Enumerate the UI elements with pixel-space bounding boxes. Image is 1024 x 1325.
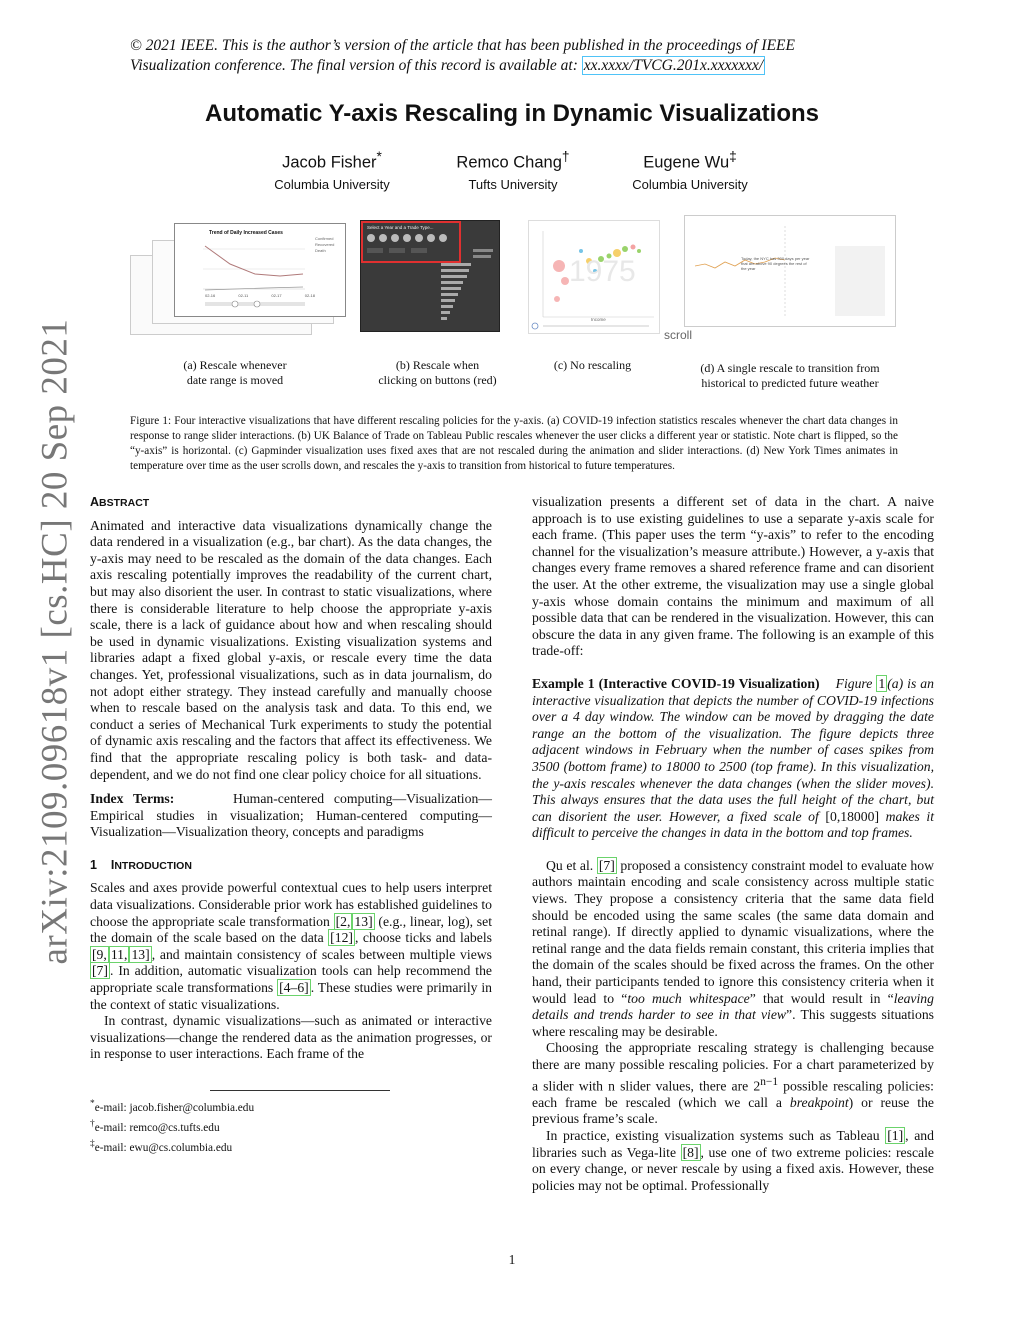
footnote: ‡e-mail: ewu@cs.columbia.edu [90, 1138, 233, 1154]
panel-a-frame-front [174, 223, 346, 317]
panel-a-x-ticks: 02-16 02-11 02-17 02-18 [205, 293, 315, 298]
footnote: †e-mail: remco@cs.tufts.edu [90, 1118, 220, 1134]
right-paragraph-2: Qu et al. [7] proposed a consistency constraint model to evaluate how authors maintain encoding and scale consistency across multiple static views. They propose a consistency criteria that the same data field should be encoded using the same scales (the same data domain and retinal range). If directly applied to dynamic visualizations, where the retinal range and the data fields remain constant, this criteria implies that the domain of the scales should be fixed across the frames. On the other hand, their participants tended to ignore this consistency criteria when it would lead to “too much whitespace” that would result in “leaving details and trends harder to see in that view”. This suggests situations where rescaling may be desirable. [532, 857, 934, 1039]
page-number: 1 [508, 1252, 516, 1267]
author-affiliation: Columbia University [274, 176, 390, 192]
panel-d [684, 215, 896, 327]
right-paragraph-4: In practice, existing visualization systems such as Tableau [1] , and libraries such as Vega-lite [8] , use one of two extreme policies: rescale on every change, or never rescale by using a fixed axis. However, these policies may not be optimal. Professionally [532, 1127, 934, 1193]
panel-c-xlabel: Income [591, 317, 606, 322]
notice-line-1: © 2021 IEEE. This is the author’s version of the article that has been published in the proceedings of IEEE [130, 37, 795, 54]
citation[interactable]: 13] [354, 913, 373, 929]
citation[interactable]: [1] [887, 1127, 904, 1143]
panel-a-legend: Confirmed Recovered Death [315, 236, 335, 253]
panel-b-header: Select a Year and a Trade Type... [367, 225, 434, 230]
scroll-label: scroll [664, 328, 693, 342]
panel-c [528, 220, 660, 334]
author-name: Eugene Wu [643, 153, 730, 172]
left-column [90, 494, 492, 1063]
subcaption-b: (b) Rescale when clicking on buttons (red) [378, 358, 497, 387]
panel-a-chart [175, 224, 345, 316]
intro-heading: 1 INTRODUCTION [90, 857, 192, 872]
footnotes [90, 1096, 492, 1155]
subcaption-c: (c) No rescaling [553, 358, 632, 372]
panel-c-year: 1975 [569, 255, 636, 288]
citation[interactable]: [12] [330, 930, 353, 946]
citation[interactable]: 11, [110, 946, 128, 962]
right-paragraph-1: visualization presents a different set of data in the chart. A naive approach is to use existing guidelines to use a separate y-axis scale for each frame. (This paper uses the term “y-axis” to refer to the encoding channel for the visualization’s measure attribute.) However, a y-axis that changes every frame removes a shared reference frame and can disorient the user. At the other extreme, the visualization may use a single global y-axis whose domain contains the minimum and maximum of all possible data that can be rendered in the visualization. However, this can obscure the data in any given frame. The following is an example of this trade-off: [532, 494, 934, 659]
citation[interactable]: [7] [598, 857, 615, 873]
abstract-text: Animated and interactive data visualizations dynamically change the data rendered in a visualization (e.g., bar chart). As the data changes, the y-axis may need to be rescaled as the domain of the data changes. Each axis rescaling potentially improves the readability of the current chart, but may also disorient the user. In contrast to static visualizations, where there is considerable literature to help choose the appropriate y-axis scale, there is a lack of guidance about how and when rescaling should be used in dynamic visualizations. Existing visualization systems and libraries adapt a fixed global y-axis, or rescale every time the data changes. Yet, professional visualizations, such as in data journalism, do not adopt either strategy. They instead carefully and manually choose when to rescale based on the analysis task and data. To this end, we conduct a series of Mechanical Turk experiments to study the potential of dynamic axis rescaling and the factors that affect its effectiveness. We find that the appropriate rescaling policy is both task- and data-dependent, and we do not find one clear policy choice for all situations. [90, 517, 492, 782]
paper-title: Automatic Y-axis Rescaling in Dynamic Visualizations [205, 100, 819, 127]
right-paragraph-3: Choosing the appropriate rescaling strategy is challenging because there are many possible rescaling policies. For a chart parameterized by a slider with n slider values, there are $2^{n-1}$ possible rescaling policies: each frame be rescaled (which we call a breakpoint) or reuse the previous frame’s scale. [532, 1040, 934, 1127]
figure-caption: Figure 1: Four interactive visualizations that have different rescaling policies for the y-axis. (a) COVID-19 infection statistics rescales whenever the chart data changes in response to range slider interactions. (b) UK Balance of Trade on Tableau Public rescales whenever the user clicks a different year or statistic. Note chart is flipped, so the “y-axis” is horizontal. (c) Gapminder visualization uses fixed axes that are not rescaled during the animation and slider interactions. (d) New York Times animates in temperature over time as the user scrolls down, and rescales the y-axis to transition from historical to future temperatures. [130, 415, 898, 472]
abstract-heading: ABSTRACT [90, 495, 150, 509]
arxiv-stamp: arXiv:2109.09618v1 [cs.HC] 20 Sep 2021 [34, 318, 76, 965]
index-terms: Index Terms: Human-centered computing—Visualization—Empirical studies in visualization; Human-centered computing—Visualization—Visualization theory, concepts and paradigms [90, 791, 492, 840]
footnote: *e-mail: jacob.fisher@columbia.edu [90, 1099, 255, 1114]
citation[interactable]: [9, [92, 946, 107, 962]
citation[interactable]: [2, [335, 913, 351, 929]
panel-d-chart [685, 216, 895, 326]
author-3: Eugene Wu‡ Columbia University [580, 147, 800, 192]
author-name: Remco Chang [456, 153, 562, 172]
right-column [532, 494, 934, 1194]
example-1: Example 1 (Interactive COVID-19 Visualization) Figure 1 (a) is an interactive visualization that depicts the number of COVID-19 infections over a 4 day window. The window can be moved by dragging the date range an the bottom of the visualization. The figure depicts three adjacent windows in February when the number of cases spikes from 3500 (bottom frame) to 18000 to 2500 (top frame). In this visualization, the y-axis rescales whenever the data changes (when the slider moves). This always ensures that the data uses the full height of the chart, but can disorient the user. However, a fixed scale of [0,18000] makes it difficult to perceive the changes in data in the bottom and top frames. [532, 675, 935, 841]
author-1: Jacob Fisher* Columbia University [222, 147, 442, 192]
copyright-notice [130, 36, 900, 76]
footnote-rule [210, 1090, 390, 1091]
doi-link[interactable]: xx.xxxx/TVCG.201x.xxxxxxx/ [583, 57, 764, 74]
subcaption-a: (a) Rescale whenever date range is moved [183, 358, 287, 387]
intro-paragraph-1: Scales and axes provide powerful contextual cues to help users interpret data visualizations. Considerable prior work has established guidelines to choose the appropriate scale transformation [2, 13] (e.g., linear, log), set the domain of the scale based on the data [12] , choose ticks and labels [9, 11, 13] , and maintain consistency of scales between multiple views [7] . In addition, automatic visualization tools can help recommend the appropriate scale transformations [4–6] . These studies were primarily in the context of static visualizations. [90, 880, 492, 1012]
author-name: Jacob Fisher [282, 153, 377, 172]
panel-b [360, 220, 500, 332]
citation[interactable]: 13] [131, 946, 150, 962]
subcaption-d: (d) A single rescale to transition from historical to predicted future weather [700, 361, 880, 390]
citation[interactable]: [8] [682, 1144, 699, 1160]
intro-paragraph-2: In contrast, dynamic visualizations—such as animated or interactive visualizations—change the rendered data as the animation progresses, or in response to user interactions. Each frame of the [90, 1013, 492, 1062]
panel-b-chart [361, 221, 499, 331]
citation[interactable]: [7] [92, 963, 108, 979]
notice-line-2: Visualization conference. The final version of this record is available at: xx.xxxx/TVCG.201x.xxxxxxx/ [130, 57, 764, 74]
author-2: Remco Chang† Tufts University [403, 147, 623, 192]
author-affiliation: Columbia University [632, 176, 748, 192]
citation[interactable]: [4–6] [279, 980, 309, 996]
figure-reference[interactable]: 1 [878, 675, 886, 691]
panel-a-chart-title: Trend of Daily Increased Cases [209, 230, 283, 236]
panel-d-note: Today, the NYC has 300 days per year that are above 90 degrees the rest of the year [741, 256, 810, 271]
author-affiliation: Tufts University [468, 176, 558, 192]
